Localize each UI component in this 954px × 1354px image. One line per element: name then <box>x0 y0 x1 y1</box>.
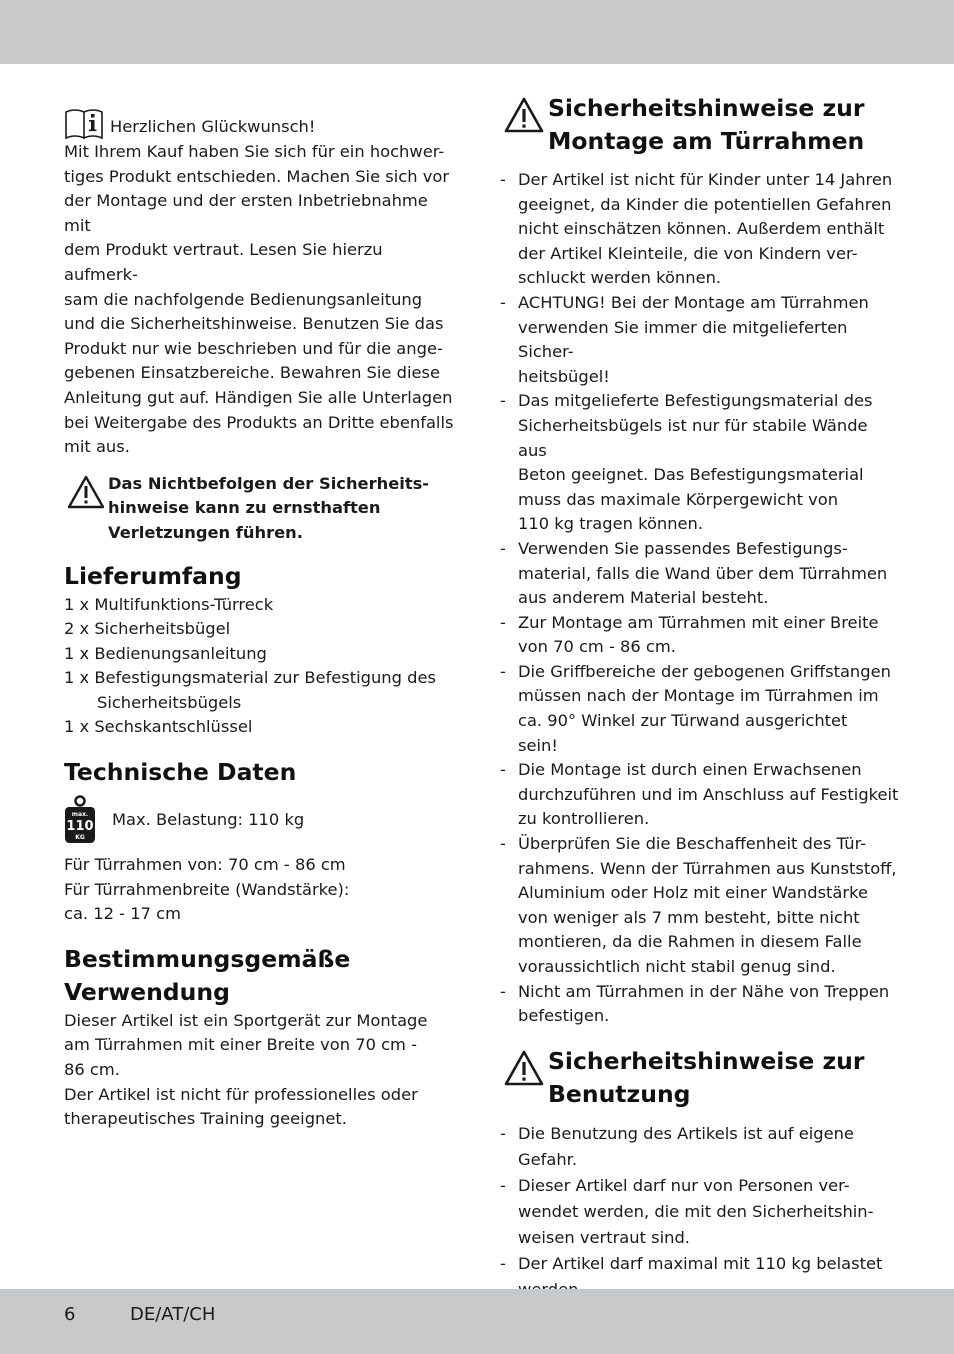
language-code: DE/AT/CH <box>130 1304 216 1325</box>
list-item: 1 x Sechskantschlüssel <box>64 717 253 737</box>
list-item-line: - Überprüfen Sie die Beschaffenheit des Tür- <box>518 834 867 854</box>
heading-line: Montage am Türrahmen <box>548 127 865 155</box>
weight-icon <box>64 795 96 845</box>
list-item <box>500 168 900 291</box>
list-item <box>500 291 900 389</box>
weight-icon-value: 110 <box>66 819 94 835</box>
heading-line: Benutzung <box>548 1079 691 1108</box>
intro-line: bei Weitergabe des Produkts an Dritte ebenfalls <box>64 412 454 432</box>
max-load-row <box>64 795 456 845</box>
list-item-line: - Nicht am Türrahmen in der Nähe von Treppen <box>518 981 890 1001</box>
list-item-line: von 70 cm - 86 cm. <box>518 637 676 657</box>
intro-line: Produkt nur wie beschrieben und für die ange- <box>64 338 443 358</box>
list-item-line: Beton geeignet. Das Befestigungsmaterial <box>518 465 864 485</box>
list-item: 1 x Bedienungsanleitung <box>64 643 267 663</box>
list-item <box>500 758 900 832</box>
list-item-line: durchzuführen und im Anschluss auf Festigkeit <box>518 784 899 804</box>
list-item-line: - Dieser Artikel darf nur von Personen ver- <box>518 1175 850 1195</box>
max-load-text: Max. Belastung: 110 kg <box>112 809 305 829</box>
warning-triangle-icon <box>500 1049 548 1087</box>
heading-line: Verwendung <box>64 977 230 1006</box>
read-manual-icon <box>64 108 106 140</box>
lieferumfang-heading: Lieferumfang <box>64 561 242 590</box>
technische-daten-heading: Technische Daten <box>64 758 297 787</box>
bestimmung-line: 86 cm. <box>64 1060 120 1080</box>
supply-list <box>64 593 456 741</box>
spec-line: Für Türrahmenbreite (Wandstärke): <box>64 879 350 899</box>
list-item <box>500 832 900 980</box>
list-item-line: der Artikel Kleinteile, die von Kindern ver- <box>518 243 858 263</box>
list-item-line: rahmens. Wenn der Türrahmen aus Kunststoff, <box>518 858 897 878</box>
list-item-line: - Verwenden Sie passendes Befestigungs- <box>518 538 848 558</box>
intro-line: gebenen Einsatzbereiche. Bewahren Sie diese <box>64 363 440 383</box>
list-item <box>500 660 900 758</box>
montage-safety-list <box>500 168 900 1029</box>
list-item-line: geeignet, da Kinder die potentiellen Gefahren <box>518 194 892 214</box>
heading-line: Sicherheitshinweise zur <box>548 94 865 122</box>
left-column <box>64 108 456 1132</box>
bestimmung-line: Dieser Artikel ist ein Sportgerät zur Montage <box>64 1010 428 1030</box>
list-item-line: - Der Artikel darf maximal mit 110 kg belastet <box>518 1253 883 1273</box>
list-item-line: Gefahr. <box>518 1149 578 1169</box>
list-item: 2 x Sicherheitsbügel <box>64 619 231 639</box>
spec-line: Für Türrahmen von: 70 cm - 86 cm <box>64 855 346 875</box>
list-item-line: ca. 90° Winkel zur Türwand ausgerichtet <box>518 711 848 731</box>
list-item <box>500 389 900 537</box>
list-item-line: verwenden Sie immer die mitgelieferten Sicher- <box>518 317 848 362</box>
weight-icon-top: max. <box>71 811 89 819</box>
heading-line: Sicherheitshinweise zur <box>548 1046 865 1075</box>
usage-safety-heading <box>500 1045 900 1111</box>
list-item-line: muss das maximale Körpergewicht von <box>518 489 839 509</box>
bestimmung-line: am Türrahmen mit einer Breite von 70 cm - <box>64 1035 417 1055</box>
warning-text-line: Das Nichtbefolgen der Sicherheits- <box>108 473 430 493</box>
spec-line: ca. 12 - 17 cm <box>64 904 181 924</box>
list-item <box>500 1121 900 1173</box>
list-item: 1 x Multifunktions-Türreck <box>64 594 274 614</box>
intro-line: mit aus. <box>64 437 130 457</box>
list-item-line: - Das mitgelieferte Befestigungsmaterial des <box>518 391 873 411</box>
right-column <box>500 92 900 1303</box>
list-item-line: von weniger als 7 mm besteht, bitte nicht <box>518 907 860 927</box>
list-item-line: weisen vertraut sind. <box>518 1227 690 1247</box>
intro-line: und die Sicherheitshinweise. Benutzen Sie das <box>64 314 444 334</box>
list-item-line: müssen nach der Montage im Türrahmen im <box>518 686 879 706</box>
list-item-line: voraussichtlich nicht stabil genug sind. <box>518 957 836 976</box>
warning-text-line: Verletzungen führen. <box>108 522 303 542</box>
list-item-line: wendet werden, die mit den Sicherheitshin- <box>518 1201 874 1221</box>
list-item-line: aus anderem Material besteht. <box>518 588 769 608</box>
list-item-line: montieren, da die Rahmen in diesem Falle <box>518 932 862 952</box>
intro-greeting: Herzlichen Glückwunsch! <box>110 117 316 137</box>
intro-line: dem Produkt vertraut. Lesen Sie hierzu aufmerk- <box>64 240 383 284</box>
list-item-line: zu kontrollieren. <box>518 809 650 829</box>
list-item-line: heitsbügel! <box>518 366 610 386</box>
list-item <box>500 611 900 660</box>
intro-line: Anleitung gut auf. Händigen Sie alle Unterlagen <box>64 387 453 407</box>
list-item-line: nicht einschätzen können. Außerdem enthält <box>518 219 885 239</box>
list-item-line: - Die Griffbereiche der gebogenen Griffstangen <box>518 661 891 681</box>
intro-line: tiges Produkt entschieden. Machen Sie sich vor <box>64 166 450 186</box>
intro-greeting-row <box>64 108 456 140</box>
bestimmung-heading <box>64 943 456 1009</box>
bestimmung-line: Der Artikel ist nicht für professionelles oder <box>64 1084 418 1104</box>
list-item <box>500 980 900 1029</box>
list-item-line: schluckt werden können. <box>518 268 722 288</box>
warning-text-line: hinweise kann zu ernsthaften <box>108 498 381 518</box>
intro-line: sam die nachfolgende Bedienungsanleitung <box>64 289 423 309</box>
list-item-line: sein! <box>518 735 558 755</box>
list-item-line: - Die Benutzung des Artikels ist auf eigene <box>518 1123 854 1143</box>
intro-line: Mit Ihrem Kauf haben Sie sich für ein hochwer- <box>64 142 445 161</box>
page-number: 6 <box>64 1304 76 1325</box>
list-item-line: - ACHTUNG! Bei der Montage am Türrahmen <box>518 292 869 312</box>
list-item-line: - Zur Montage am Türrahmen mit einer Breite <box>518 612 879 632</box>
list-item-line: material, falls die Wand über dem Türrahmen <box>518 563 888 583</box>
list-item-line: befestigen. <box>518 1006 610 1026</box>
main-warning <box>64 472 456 546</box>
warning-triangle-icon <box>500 96 548 134</box>
list-item-line: Aluminium oder Holz mit einer Wandstärke <box>518 883 868 903</box>
usage-safety-list <box>500 1121 900 1303</box>
montage-safety-heading <box>500 92 900 158</box>
list-item-line: - Die Montage ist durch einen Erwachsenen <box>518 760 862 780</box>
list-item: 1 x Befestigungsmaterial zur Befestigung des Sicherheitsbügels <box>64 668 436 712</box>
warning-triangle-icon <box>64 474 108 510</box>
intro-line: der Montage und der ersten Inbetriebnahme mit <box>64 191 428 235</box>
list-item-line: 110 kg tragen können. <box>518 514 704 534</box>
header-bar <box>0 0 954 64</box>
list-item-line: Sicherheitsbügels ist nur für stabile Wände aus <box>518 415 868 460</box>
list-item <box>500 537 900 611</box>
bestimmung-line: therapeutisches Training geeignet. <box>64 1109 347 1129</box>
heading-line: Bestimmungsgemäße <box>64 944 351 973</box>
list-item <box>500 1173 900 1251</box>
weight-icon-unit: KG <box>75 834 85 842</box>
list-item-line: - Der Artikel ist nicht für Kinder unter 14 Jahren <box>518 170 893 189</box>
